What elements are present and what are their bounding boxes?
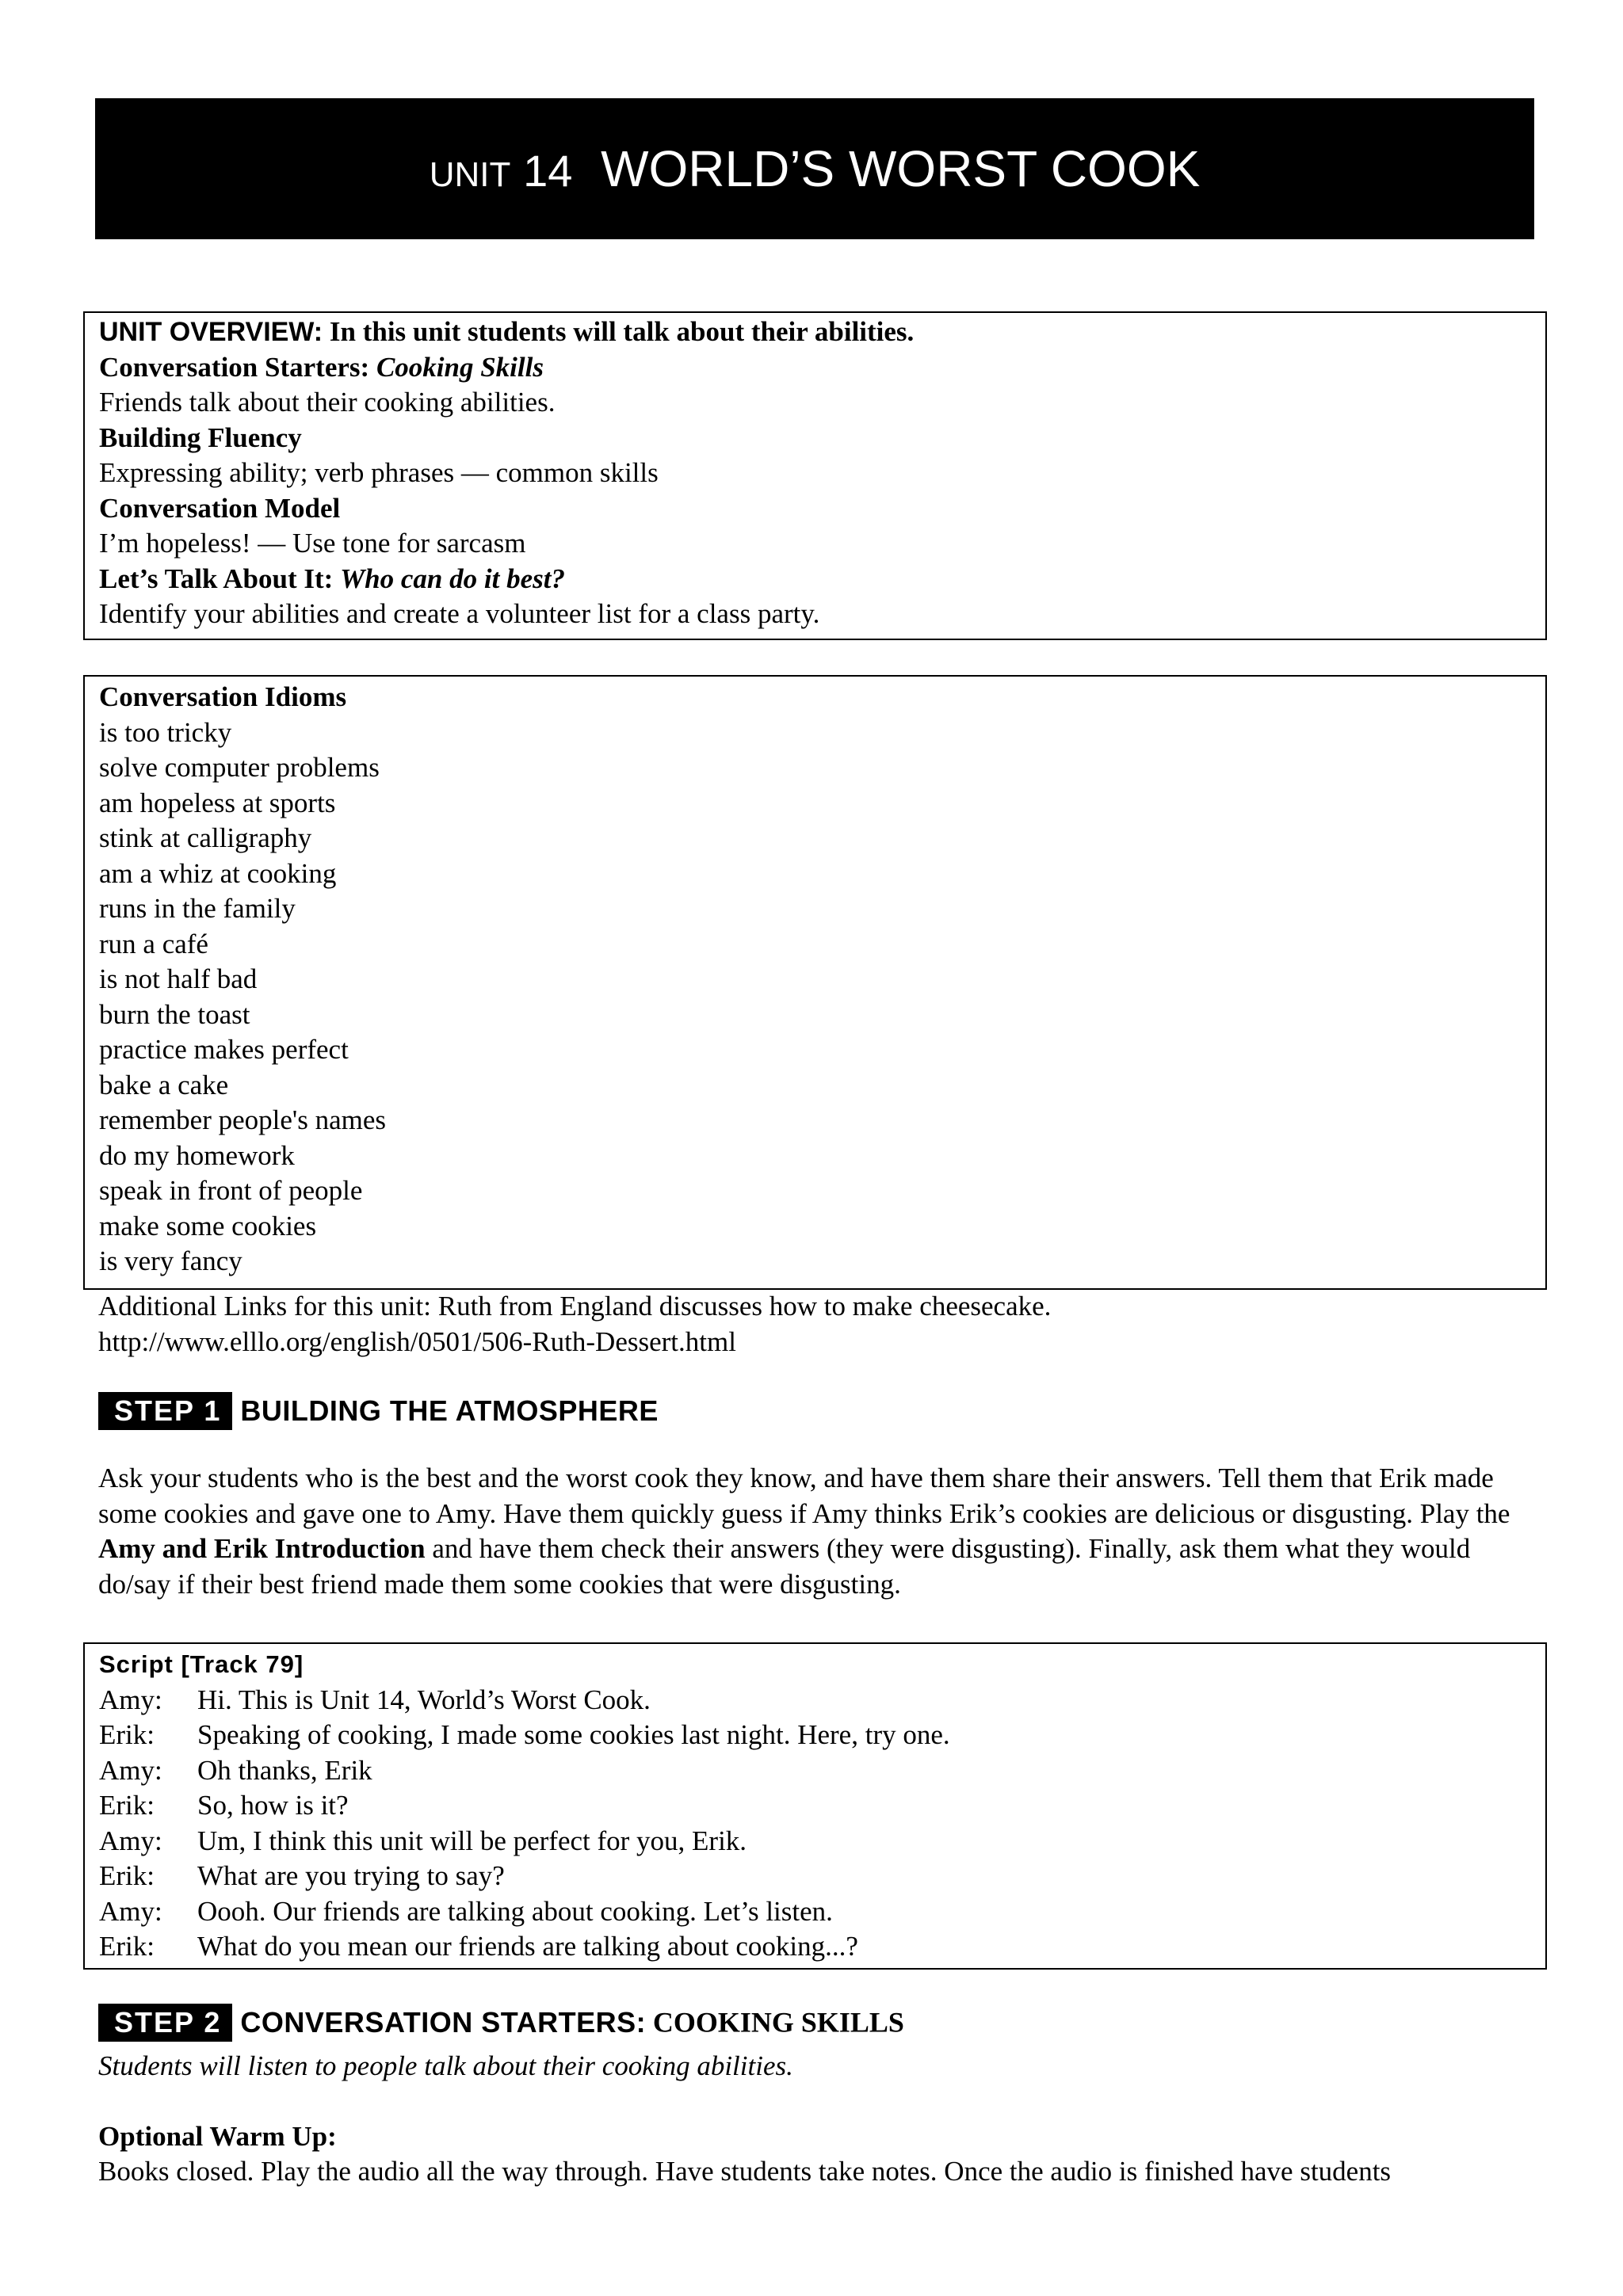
starters-line	[99, 350, 1545, 386]
idiom-item: burn the toast	[99, 998, 250, 1030]
idiom-item: run a café	[99, 928, 208, 959]
script-text: Oooh. Our friends are talking about cooking. Let’s listen.	[197, 1895, 833, 1927]
script-line	[99, 1824, 1545, 1859]
additional-links-url[interactable]: http://www.elllo.org/english/0501/506-Ruth-Dessert.html	[98, 1326, 736, 1357]
idiom-item: speak in front of people	[99, 1175, 363, 1206]
step1-badge: STEP 1	[98, 1392, 232, 1430]
idiom-item: is not half bad	[99, 963, 258, 994]
unit-overview-box	[83, 311, 1547, 640]
step1-header	[98, 1391, 659, 1431]
script-speaker: Amy:	[99, 1825, 162, 1856]
step2-heading-topic: COOKING SKILLS	[652, 2006, 904, 2039]
idiom-item: solve computer problems	[99, 752, 380, 783]
idiom-item: practice makes perfect	[99, 1034, 349, 1065]
overview-intro: In this unit students will talk about their abilities.	[329, 316, 915, 347]
warmup-text: Books closed. Play the audio all the way through. Have students take notes. Once the audio is finished have students	[98, 2156, 1392, 2187]
script-line	[99, 1753, 1545, 1789]
step2-badge: STEP 2	[98, 2004, 232, 2042]
script-text: Speaking of cooking, I made some cookies last night. Here, try one.	[197, 1719, 950, 1750]
idiom-item: make some cookies	[99, 1210, 317, 1241]
talk-line	[99, 562, 1545, 597]
overview-intro-line	[99, 315, 1545, 350]
script-speaker: Amy:	[99, 1684, 162, 1715]
script-line	[99, 1859, 1545, 1894]
script-text: So, how is it?	[197, 1790, 349, 1821]
unit-label: UNIT	[429, 155, 511, 194]
script-text: Hi. This is Unit 14, World’s Worst Cook.	[197, 1684, 651, 1715]
warmup-label: Optional Warm Up:	[98, 2121, 337, 2152]
idiom-item: is too tricky	[99, 716, 232, 748]
idiom-item: remember people's names	[99, 1104, 386, 1135]
starters-topic: Cooking Skills	[376, 351, 544, 383]
starters-label: Conversation Starters:	[99, 351, 370, 383]
script-title: Script [Track 79]	[99, 1650, 304, 1678]
idiom-item: am hopeless at sports	[99, 787, 336, 818]
unit-title-banner	[95, 98, 1534, 239]
script-speaker: Erik:	[99, 1931, 155, 1962]
script-text: Um, I think this unit will be perfect for you, Erik.	[197, 1825, 747, 1856]
model-label: Conversation Model	[99, 492, 341, 524]
idiom-item: runs in the family	[99, 893, 296, 924]
script-text: What do you mean our friends are talking about cooking...?	[197, 1931, 858, 1962]
script-text: What are you trying to say?	[197, 1860, 505, 1891]
unit-number: 14	[523, 146, 573, 196]
idiom-item: am a whiz at cooking	[99, 857, 337, 889]
script-speaker: Amy:	[99, 1895, 162, 1927]
idiom-item: do my homework	[99, 1139, 295, 1171]
step2-subtitle: Students will listen to people talk about their cooking abilities.	[98, 2050, 793, 2081]
script-line	[99, 1894, 1545, 1930]
additional-links-text: Additional Links for this unit: Ruth from England discusses how to make cheesecake.	[98, 1291, 1052, 1322]
fluency-desc: Expressing ability; verb phrases — common skills	[99, 457, 659, 488]
idiom-item: is very fancy	[99, 1245, 242, 1276]
step1-para-bold: Amy and Erik Introduction	[98, 1533, 426, 1564]
script-line	[99, 1929, 1545, 1965]
idiom-item: stink at calligraphy	[99, 822, 312, 853]
model-desc: I’m hopeless! — Use tone for sarcasm	[99, 528, 526, 559]
idioms-title: Conversation Idioms	[99, 681, 347, 712]
step2-header	[98, 2003, 904, 2042]
script-line	[99, 1718, 1545, 1753]
conversation-idioms-box	[83, 675, 1547, 1290]
step1-paragraph	[98, 1461, 1541, 1602]
step2-heading: CONVERSATION STARTERS:	[240, 2005, 647, 2039]
script-line	[99, 1788, 1545, 1824]
talk-desc: Identify your abilities and create a volunteer list for a class party.	[99, 598, 820, 629]
step1-para-end: and have them check their answers (they were disgusting). Finally, ask them what they would do/say if their best friend made them some cookies that were disgusting.	[98, 1533, 1471, 1600]
overview-label: UNIT OVERVIEW:	[99, 317, 323, 347]
script-speaker: Erik:	[99, 1860, 155, 1891]
script-text: Oh thanks, Erik	[197, 1754, 372, 1786]
fluency-label: Building Fluency	[99, 421, 302, 453]
script-line	[99, 1683, 1545, 1718]
step1-para-start: Ask your students who is the best and the worst cook they know, and have them share their answers. Tell them that Erik made some cookies and gave one to Amy. Have them quickly guess if Amy thinks Erik’s cookies are delicious or disgusting. Play the	[98, 1463, 1510, 1529]
talk-label: Let’s Talk About It:	[99, 563, 334, 594]
script-speaker: Erik:	[99, 1719, 155, 1750]
unit-title: WORLD’S WORST COOK	[601, 140, 1201, 197]
starters-desc: Friends talk about their cooking abilities.	[99, 387, 556, 418]
script-box	[83, 1642, 1547, 1970]
step1-heading: BUILDING THE ATMOSPHERE	[240, 1394, 659, 1427]
script-speaker: Amy:	[99, 1754, 162, 1786]
idiom-item: bake a cake	[99, 1069, 229, 1100]
script-speaker: Erik:	[99, 1790, 155, 1821]
talk-topic: Who can do it best?	[340, 563, 565, 594]
